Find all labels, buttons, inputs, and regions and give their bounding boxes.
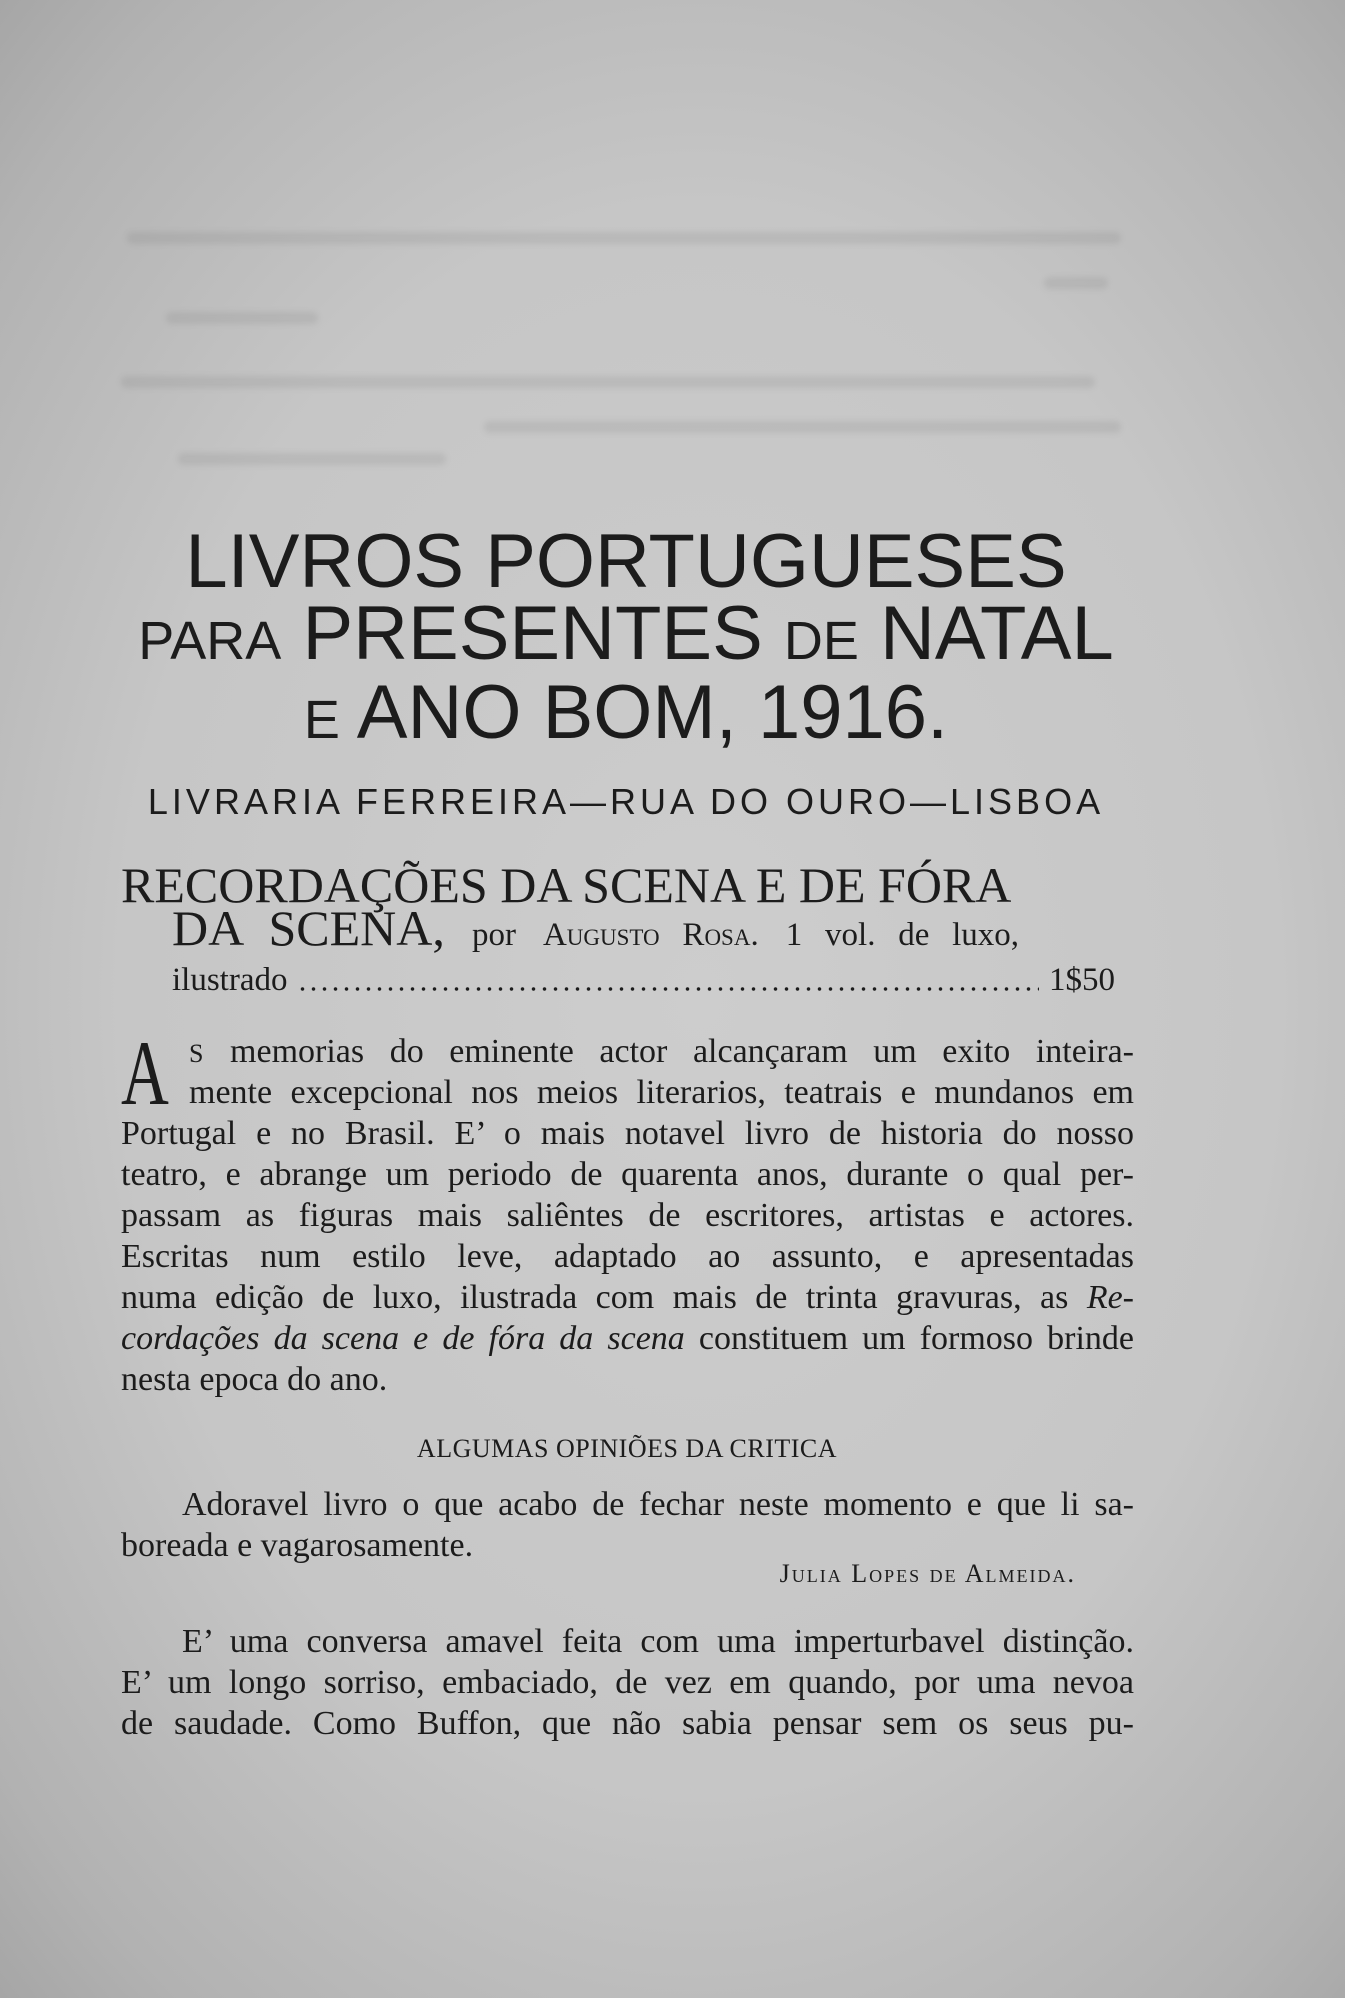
paragraph-line: nesta epoca do ano. [121,1361,388,1398]
dot-leader [297,987,1039,991]
line-text: memorias do eminente actor alcançaram um exito inteira- [230,1033,1135,1070]
italic-book-title: Re- [1086,1279,1134,1316]
entry-illustrated: ilustrado [172,962,288,998]
title-word-para: PARA [138,611,282,671]
quote-line: de saudade. Como Buffon, que não sabia pensar sem os seus pu- [121,1705,1134,1742]
title-word-natal: NATAL [880,591,1114,676]
title-word-e: E [303,690,340,750]
paragraph-line: Escritas num estilo leve, adaptado ao assunto, e apresentadas [121,1238,1134,1275]
show-through-mark [166,312,318,324]
critic-quote [121,1484,1134,1566]
description-paragraph [121,1031,1134,1400]
publisher-line: LIVRARIA FERREIRA—RUA DO OURO—LISBOA [147,781,1105,822]
critic-quote [121,1621,1134,1744]
paragraph-line [121,1318,1134,1359]
quote-line: E’ um longo sorriso, embaciado, de vez em quando, por uma nevoa [121,1664,1134,1701]
entry-price-line [172,960,1115,1000]
quote-line: Adoravel livro o que acabo de fechar neste momento e que li sa- [182,1486,1134,1523]
entry-title-continuation: DA SCENA, [172,900,445,956]
lead-in-letter: S [189,1039,205,1068]
drop-cap: A [121,1022,169,1124]
show-through-mark [121,376,1095,388]
paragraph-line [121,1277,1134,1318]
paragraph-line: mente excepcional nos meios literarios, teatrais e mundanos em [189,1074,1134,1111]
title-year: ANO BOM, 1916. [356,670,949,755]
quote-line: E’ uma conversa amavel feita com uma imperturbavel distinção. [182,1623,1134,1660]
show-through-mark [178,453,446,465]
quote-line: boreada e vagarosamente. [121,1527,474,1564]
entry-title-line-1: RECORDAÇÕES DA SCENA E DE FÓRA [121,857,1012,913]
italic-book-title: cordações da scena e de fóra da scena [121,1320,685,1357]
line-text: numa edição de luxo, ilustrada com mais de trinta gravuras, as [121,1279,1069,1316]
show-through-mark [1044,277,1108,289]
entry-author: Augusto Rosa. [542,917,759,953]
show-through-mark [484,421,1121,433]
paragraph-line: Portugal e no Brasil. E’ o mais notavel livro de historia do nosso [121,1115,1134,1152]
entry-title-line-2 [172,900,1020,956]
title-word-presentes: PRESENTES [302,591,763,676]
entry-volume: 1 vol. de luxo, [785,917,1020,953]
paragraph-line [189,1031,1134,1072]
entry-price: 1$50 [1049,962,1115,998]
title-line-3 [0,670,1252,755]
title-word-de: DE [783,611,859,671]
criticism-heading: ALGUMAS OPINIÕES DA CRITICA [416,1434,838,1463]
entry-by: por [471,917,516,953]
line-text: constituem um formoso brinde [698,1320,1134,1357]
show-through-mark [127,232,1121,244]
paragraph-line: passam as figuras mais saliêntes de escritores, artistas e actores. [121,1197,1134,1234]
quote-author: Julia Lopes de Almeida. [779,1559,1076,1588]
title-line-2 [0,591,1252,676]
title-line-1: LIVROS PORTUGUESES [185,519,1067,604]
paragraph-line: teatro, e abrange um periodo de quarenta anos, durante o qual per- [121,1156,1134,1193]
